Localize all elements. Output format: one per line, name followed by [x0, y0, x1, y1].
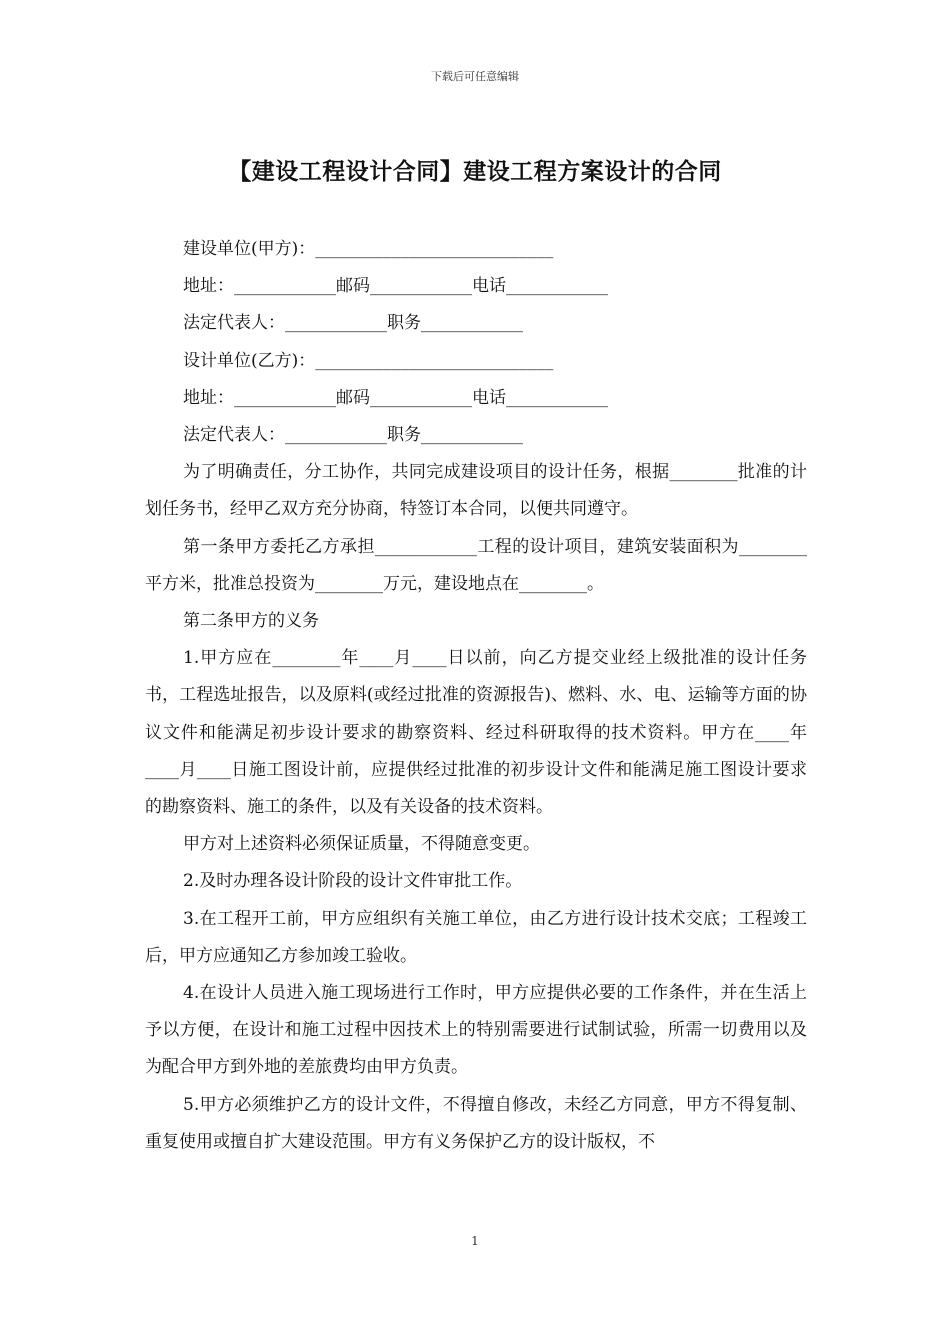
party-b-address-line: 地址：____________邮码____________电话____________ — [183, 387, 608, 408]
clause-1-note: 甲方对上述资料必须保证质量，不得随意变更。 — [183, 834, 540, 855]
document-body — [145, 231, 807, 1161]
party-b-representative-line: 法定代表人：____________职务____________ — [183, 425, 523, 446]
party-b-name-line: 设计单位(乙方)：____________________________ — [183, 350, 554, 371]
article-1-paragraph: 第一条甲方委托乙方承担____________工程的设计项目，建筑安装面积为________平方米，批准总投资为________万元，建设地点在________。 — [145, 536, 807, 594]
party-a-name-line: 建设单位(甲方)：____________________________ — [183, 239, 554, 259]
clause-2-paragraph: 2.及时办理各设计阶段的设计文件审批工作。 — [183, 871, 523, 892]
article-2-heading: 第二条甲方的义务 — [183, 611, 319, 632]
page-number: 1 — [471, 1234, 479, 1248]
clause-3-paragraph: 3.在工程开工前，甲方应组织有关施工单位，由乙方进行设计技术交底；工程竣工后，甲方应通知乙方参加竣工验收。 — [145, 908, 807, 966]
preamble-paragraph: 为了明确责任，分工协作，共同完成建设项目的设计任务，根据________批准的计划任务书，经甲乙双方充分协商，特签订本合同，以便共同遵守。 — [145, 462, 807, 520]
party-a-address-line: 地址：____________邮码____________电话____________ — [183, 276, 608, 297]
header-note: 下载后可任意编辑 — [431, 70, 519, 83]
clause-1-paragraph: 1.甲方应在________年____月____日以前，向乙方提交业经上级批准的设计任务书，工程选址报告，以及原料(或经过批准的资源报告)、燃料、水、电、运输等方面的协议文件和能满足初步设计要求的勘察资料、经过科研取得的技术资料。甲方在____年____月____日施工图设计前，应提供经过批准的初步设计文件和能满足施工图设计要求的勘察资料、施工的条件，以及有关设备的技术资料。 — [145, 648, 807, 818]
document-title: 【建设工程设计合同】建设工程方案设计的合同 — [228, 158, 722, 185]
party-a-representative-line: 法定代表人：____________职务____________ — [183, 313, 523, 334]
clause-5-paragraph: 5.甲方必须维护乙方的设计文件，不得擅自修改，未经乙方同意，甲方不得复制、重复使用或擅自扩大建设范围。甲方有义务保护乙方的设计版权，不 — [145, 1094, 807, 1152]
clause-4-paragraph: 4.在设计人员进入施工现场进行工作时，甲方应提供必要的工作条件，并在生活上予以方便，在设计和施工过程中因技术上的特别需要进行试制试验，所需一切费用以及为配合甲方到外地的差旅费均由甲方负责。 — [145, 983, 807, 1078]
